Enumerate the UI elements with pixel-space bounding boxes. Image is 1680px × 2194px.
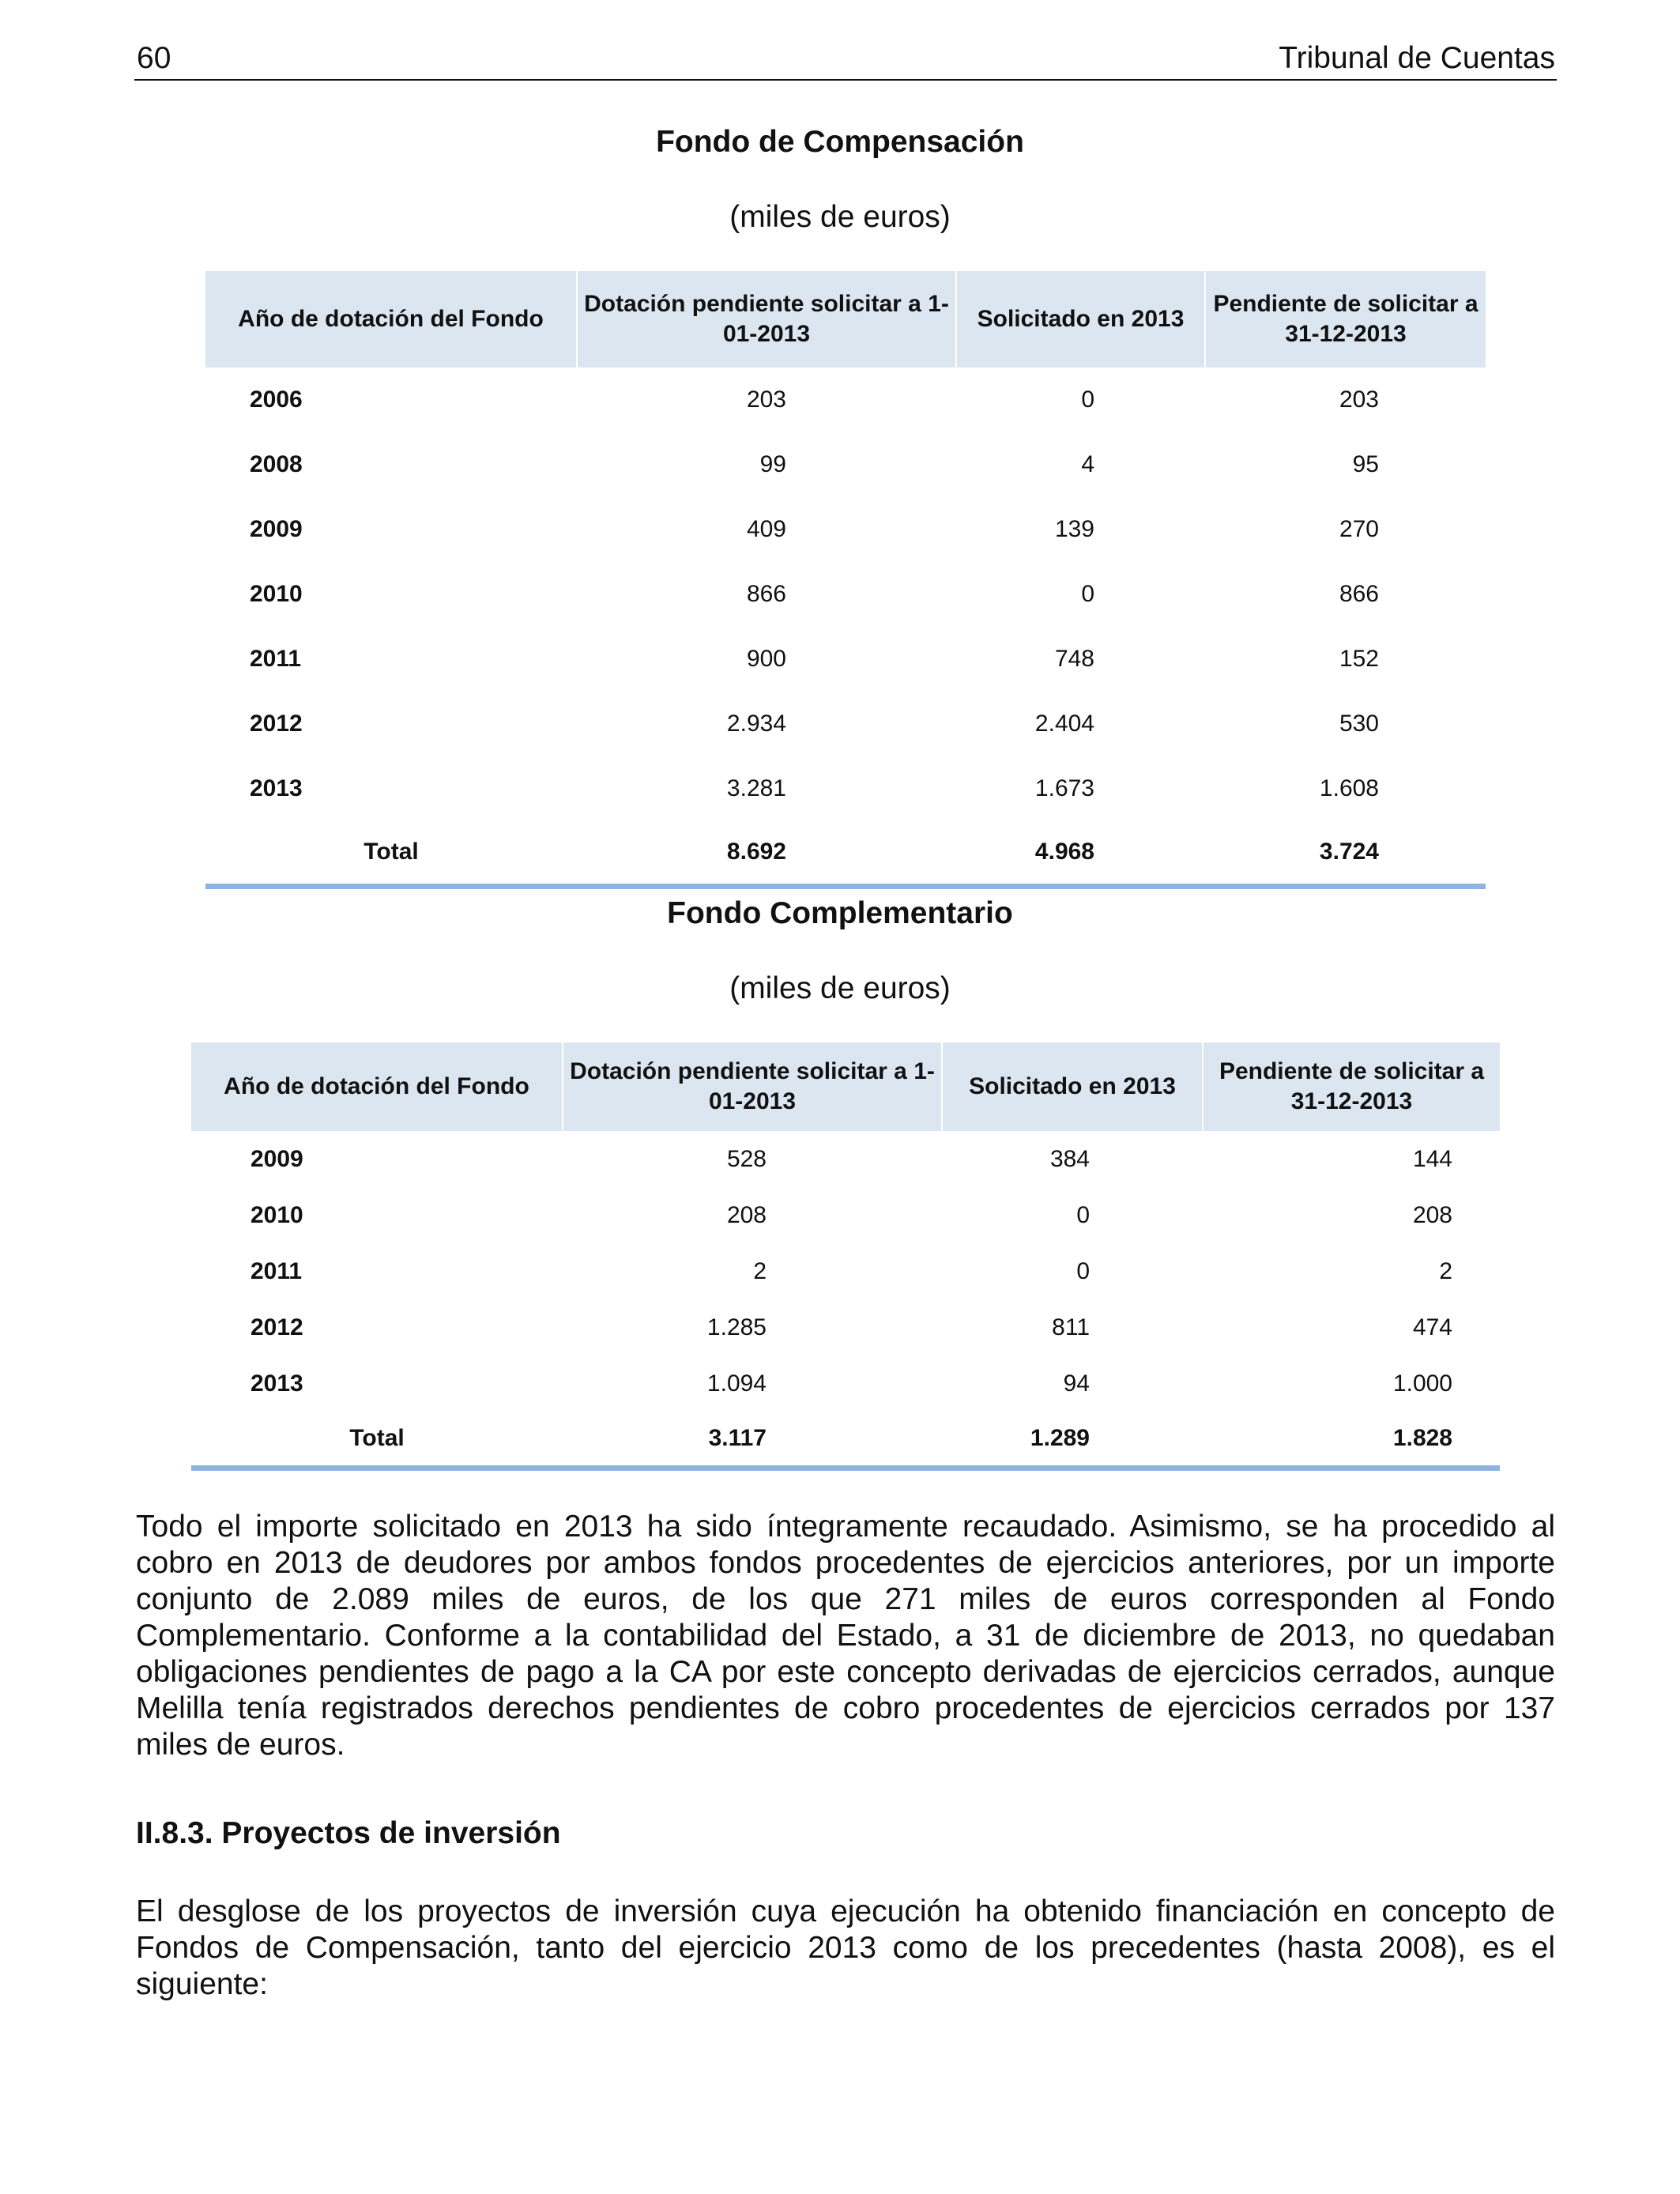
value-cell: 409 [746,516,786,542]
table-row [205,692,1486,756]
value-cell: 203 [746,386,786,413]
table-row [205,368,1486,432]
table-row [205,497,1486,562]
table-row [191,1243,1500,1299]
year-cell: 2011 [250,646,302,672]
value-cell: 811 [1052,1314,1090,1340]
total-label: Total [205,821,577,886]
year-cell: 2013 [250,1370,303,1397]
page-header [134,38,1557,81]
value-cell: 152 [1339,646,1379,672]
value-cell: 203 [1339,386,1379,413]
year-cell: 2012 [250,711,303,737]
value-cell: 528 [726,1145,767,1172]
total-value: 3.724 [1205,821,1486,886]
year-cell: 2009 [250,516,303,542]
table2-subtitle: (miles de euros) [729,971,951,1005]
year-cell: 2013 [250,775,303,801]
section-heading: II.8.3. Proyectos de inversión [136,1816,561,1850]
year-cell: 2011 [250,1257,303,1284]
fondo-compensacion-table [205,271,1486,889]
body-paragraph: El desglose de los proyectos de inversión cuya ejecución ha obtenido financiación en concepto de Fondos de Compensación, tanto del ejercicio 2013 como de los precedentes (hasta 2008), es el siguiente: [136,1894,1555,2001]
fondo-complementario-table [191,1042,1500,1471]
table-header-row [205,271,1486,368]
table-header-row [191,1042,1500,1131]
value-cell: 94 [1063,1370,1090,1397]
year-cell: 2008 [250,451,303,477]
value-cell: 3.281 [726,775,786,801]
column-header: Pendiente de solicitar a 31-12-2013 [1203,1042,1500,1131]
value-cell: 1.000 [1392,1370,1452,1397]
value-cell: 208 [726,1201,767,1228]
value-cell: 144 [1412,1145,1452,1172]
value-cell: 4 [1081,451,1094,477]
column-header: Solicitado en 2013 [956,271,1205,368]
value-cell: 2.934 [726,711,786,737]
table-row [205,627,1486,692]
value-cell: 2 [1439,1257,1452,1284]
column-header: Solicitado en 2013 [942,1042,1203,1131]
column-header: Año de dotación del Fondo [191,1042,563,1131]
column-header: Pendiente de solicitar a 31-12-2013 [1205,271,1486,368]
total-value: 3.117 [563,1412,942,1468]
year-cell: 2006 [250,386,303,413]
table-row [205,562,1486,627]
value-cell: 0 [1076,1257,1090,1284]
body-paragraph: Todo el importe solicitado en 2013 ha sido íntegramente recaudado. Asimismo, se ha procedido al cobro en 2013 de deudores por ambos fondos procedentes de ejercicios anteriores, por un importe conjunto de 2.089 miles de euros, de los que 271 miles de euros corresponden al Fondo Complementario. Conforme a la contabilidad del Estado, a 31 de diciembre de 2013, no quedaban obligaciones pendientes de pago a la CA por este concepto derivadas de ejercicios cerrados, aunque Melilla tenía registrados derechos pendientes de cobro procedentes de ejercicios cerrados por 137 miles de euros. [136,1510,1555,1762]
total-value: 8.692 [577,821,956,886]
value-cell: 1.608 [1319,775,1379,801]
table-row [191,1187,1500,1243]
value-cell: 1.673 [1034,775,1094,801]
value-cell: 1.094 [706,1370,767,1397]
year-cell: 2010 [250,1201,303,1228]
value-cell: 866 [1339,581,1379,607]
value-cell: 0 [1076,1201,1090,1228]
value-cell: 748 [1054,646,1094,672]
value-cell: 208 [1412,1201,1452,1228]
value-cell: 474 [1412,1314,1452,1340]
column-header: Dotación pendiente solicitar a 1-01-2013 [577,271,956,368]
table-row [205,432,1486,497]
table1-subtitle: (miles de euros) [729,200,951,234]
total-value: 1.289 [942,1412,1203,1468]
value-cell: 530 [1339,711,1379,737]
total-row [205,821,1486,886]
year-cell: 2012 [250,1314,303,1340]
page-number: 60 [137,41,171,75]
value-cell: 2.404 [1034,711,1094,737]
value-cell: 270 [1339,516,1379,542]
total-value: 1.828 [1203,1412,1500,1468]
year-cell: 2010 [250,581,303,607]
table1-title: Fondo de Compensación [656,125,1024,159]
value-cell: 384 [1049,1145,1090,1172]
value-cell: 866 [746,581,786,607]
table-row [191,1299,1500,1355]
table-row [191,1355,1500,1412]
value-cell: 95 [1352,451,1379,477]
value-cell: 1.285 [706,1314,767,1340]
header-title: Tribunal de Cuentas [1279,41,1555,75]
table2-title: Fondo Complementario [667,896,1013,930]
value-cell: 0 [1081,581,1094,607]
total-label: Total [191,1412,563,1468]
total-row [191,1412,1500,1468]
value-cell: 0 [1081,386,1094,413]
table-row [191,1131,1500,1187]
value-cell: 900 [746,646,786,672]
year-cell: 2009 [250,1145,303,1172]
value-cell: 2 [753,1257,767,1284]
column-header: Dotación pendiente solicitar a 1-01-2013 [563,1042,942,1131]
table-row [205,756,1486,821]
value-cell: 99 [759,451,786,477]
value-cell: 139 [1054,516,1094,542]
total-value: 4.968 [956,821,1205,886]
column-header: Año de dotación del Fondo [205,271,577,368]
